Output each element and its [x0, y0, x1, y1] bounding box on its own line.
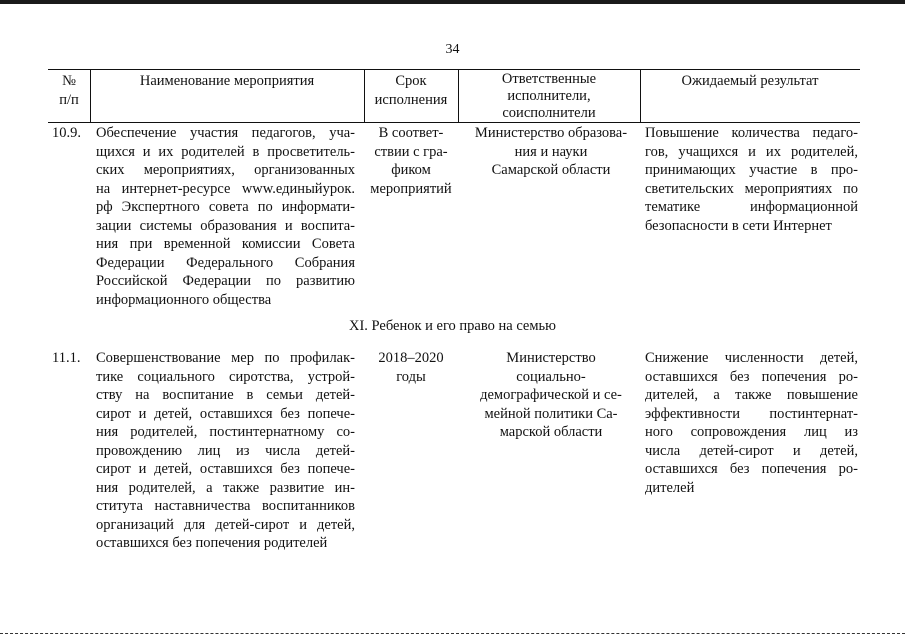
bottom-border [0, 633, 905, 635]
header-responsible: Ответственные исполнители, соисполнители [501, 71, 597, 121]
row-responsible: Министерство образова- ния и науки Самарской области [474, 125, 628, 178]
row-term: В соответ- ствии с гра- фиком мероприятий [370, 125, 452, 197]
header-term: Срок исполнения [374, 73, 448, 108]
row-result: Повышение количества педаго- гов, учащихся и их родителей, принимающих участие в про- светительских мероприятиях по тематике информационной безопасности в сети Интернет [645, 125, 858, 234]
top-border [0, 0, 905, 4]
row-result: Снижение численности детей, оставшихся без попечения ро- дителей, а также повышение эффективности постинтернат- ного сопровождения лиц из числа детей-сирот и детей, оставшихся без попечения ро- дителей [645, 350, 858, 496]
page-number: 34 [445, 42, 460, 57]
header-result: Ожидаемый результат [681, 73, 819, 89]
row-term: 2018–2020 годы [378, 350, 444, 385]
row-number: 11.1. [52, 350, 81, 366]
row-number: 10.9. [52, 125, 81, 141]
section-title: XI. Ребенок и его право на семью [348, 318, 556, 334]
row-responsible: Министерство социально- демографической и се- мейной политики Са- марской области [480, 350, 622, 440]
table-header [48, 69, 860, 123]
row-name: Обеспечение участия педагогов, уча- щихся и их родителей в просветитель- ских мероприятиях, организованных на интернет-ресурсе www.единыйурок. рф Экспертного совета по информати- зации системы образования и воспита- ния при временной комиссии Совета Федерации Федерального Собрания Российской Федерации по развитию информационного общества [96, 125, 355, 308]
row-name: Совершенствование мер по профилак- тике социального сиротства, устрой- ству на воспитание в семьи детей- сирот и детей, оставшихся без попече- ния родителей, постинтернатному со- провождению лиц из числа детей- сирот и детей, оставшихся без попече- ния родителей, а также развитие ин- ститута наставничества воспитанников организаций для детей-сирот и детей, оставшихся без попечения родителей [96, 350, 355, 551]
header-name: Наименование мероприятия [139, 73, 315, 89]
header-num: № п/п [59, 73, 79, 108]
